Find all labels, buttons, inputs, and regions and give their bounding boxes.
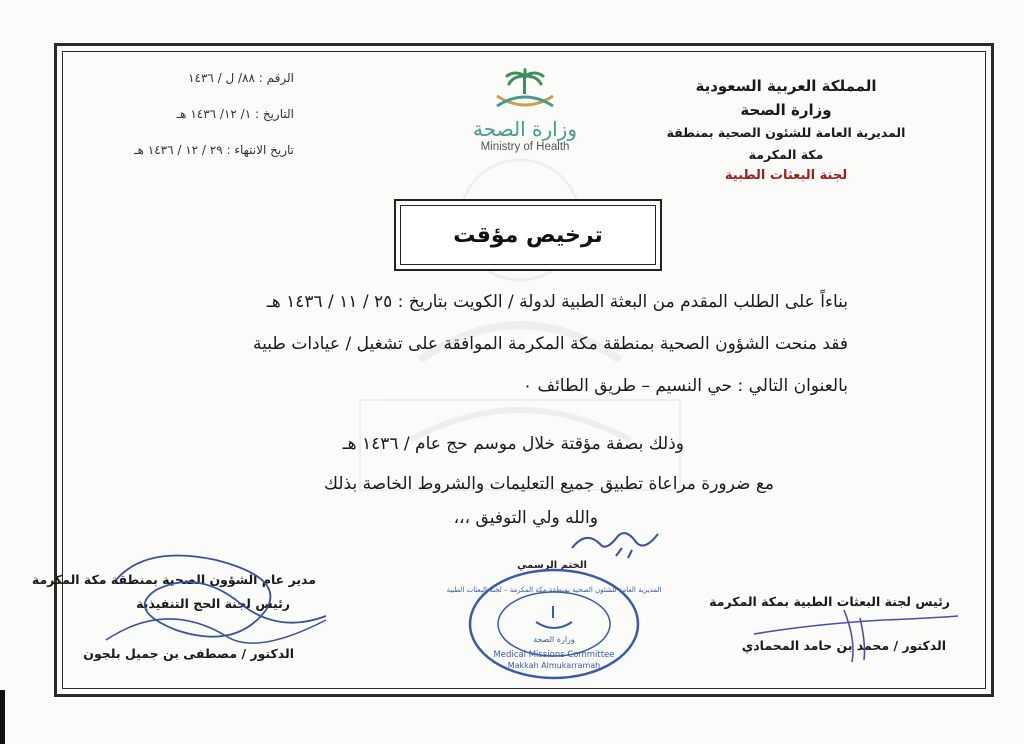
closing-line: والله ولي التوفيق ،،، bbox=[453, 508, 598, 528]
expiry-date: تاريخ الانتهاء : ٢٩ / ١٢ / ١٤٣٦ هـ bbox=[134, 143, 294, 157]
body-line-1: بناءاً على الطلب المقدم من البعثة الطبية لدولة / الكويت بتاريخ : ٢٥ / ١١ / ١٤٣٦ هـ bbox=[266, 292, 848, 312]
committee-name: لجنة البعثات الطبية bbox=[724, 168, 848, 183]
handwritten-initials bbox=[566, 522, 666, 562]
right-signatory-name: الدكتور / محمد بن حامد المحمادي bbox=[741, 638, 946, 653]
right-signature-scribble bbox=[741, 600, 964, 670]
header-left bbox=[84, 68, 294, 176]
left-signatory-title-1: مدير عام الشؤون الصحية بمنطقة مكة المكرمة bbox=[31, 572, 316, 587]
stamp-label: الختم الرسمي bbox=[517, 560, 587, 571]
issue-date: التاريخ : ١/ ١٢/ ١٤٣٦ هـ bbox=[176, 107, 294, 121]
kingdom-name: المملكة العربية السعودية bbox=[695, 77, 877, 95]
body-line-4: وذلك بصفة مؤقتة خلال موسم حج عام / ١٤٣٦ هـ bbox=[342, 434, 684, 454]
left-signatory-name: الدكتور / مصطفى بن جميل بلجون bbox=[83, 646, 294, 661]
reference-number: الرقم : ٨٨/ ل / ١٤٣٦ bbox=[188, 71, 294, 85]
logo-english-text: Ministry of Health bbox=[480, 141, 570, 153]
title-box bbox=[394, 199, 662, 271]
document-title: ترخيص مؤقت bbox=[400, 205, 656, 265]
body-line-5: مع ضرورة مراعاة تطبيق جميع التعليمات والشروط الخاصة بذلك bbox=[324, 474, 774, 494]
scan-edge-mark bbox=[0, 690, 5, 744]
body-line-3: بالعنوان التالي : حي النسيم – طريق الطائف ٠ bbox=[522, 376, 848, 396]
header-right bbox=[656, 74, 916, 186]
left-signature-scribble bbox=[31, 540, 346, 670]
body-line-2: فقد منحت الشؤون الصحية بمنطقة مكة المكرمة الموافقة على تشغيل / عيادات طبية bbox=[253, 334, 848, 354]
stamp-english-line-1: Medical Missions Committee bbox=[493, 650, 615, 660]
logo-arabic-text: وزارة الصحة bbox=[473, 117, 577, 141]
ministry-name: وزارة الصحة bbox=[740, 101, 832, 119]
official-stamp bbox=[446, 562, 662, 682]
stamp-english-line-2: Makkah Almukarramah bbox=[507, 661, 601, 670]
left-signatory-title-2: رئيس لجنة الحج التنفيذية bbox=[136, 596, 290, 611]
stamp-logo-text: وزارة الصحة bbox=[533, 635, 575, 644]
palm-swords-logo-icon bbox=[485, 68, 565, 114]
ministry-logo bbox=[462, 68, 588, 164]
directorate-name: المديرية العامة للشئون الصحية بمنطقة مكة المكرمة bbox=[666, 125, 906, 162]
right-signatory-title: رئيس لجنة البعثات الطبية بمكة المكرمة bbox=[709, 594, 950, 609]
stamp-arabic-text: المديرية العامة للشئون الصحية بمنطقة مكة المكرمة – لجنة البعثات الطبية bbox=[446, 586, 662, 594]
